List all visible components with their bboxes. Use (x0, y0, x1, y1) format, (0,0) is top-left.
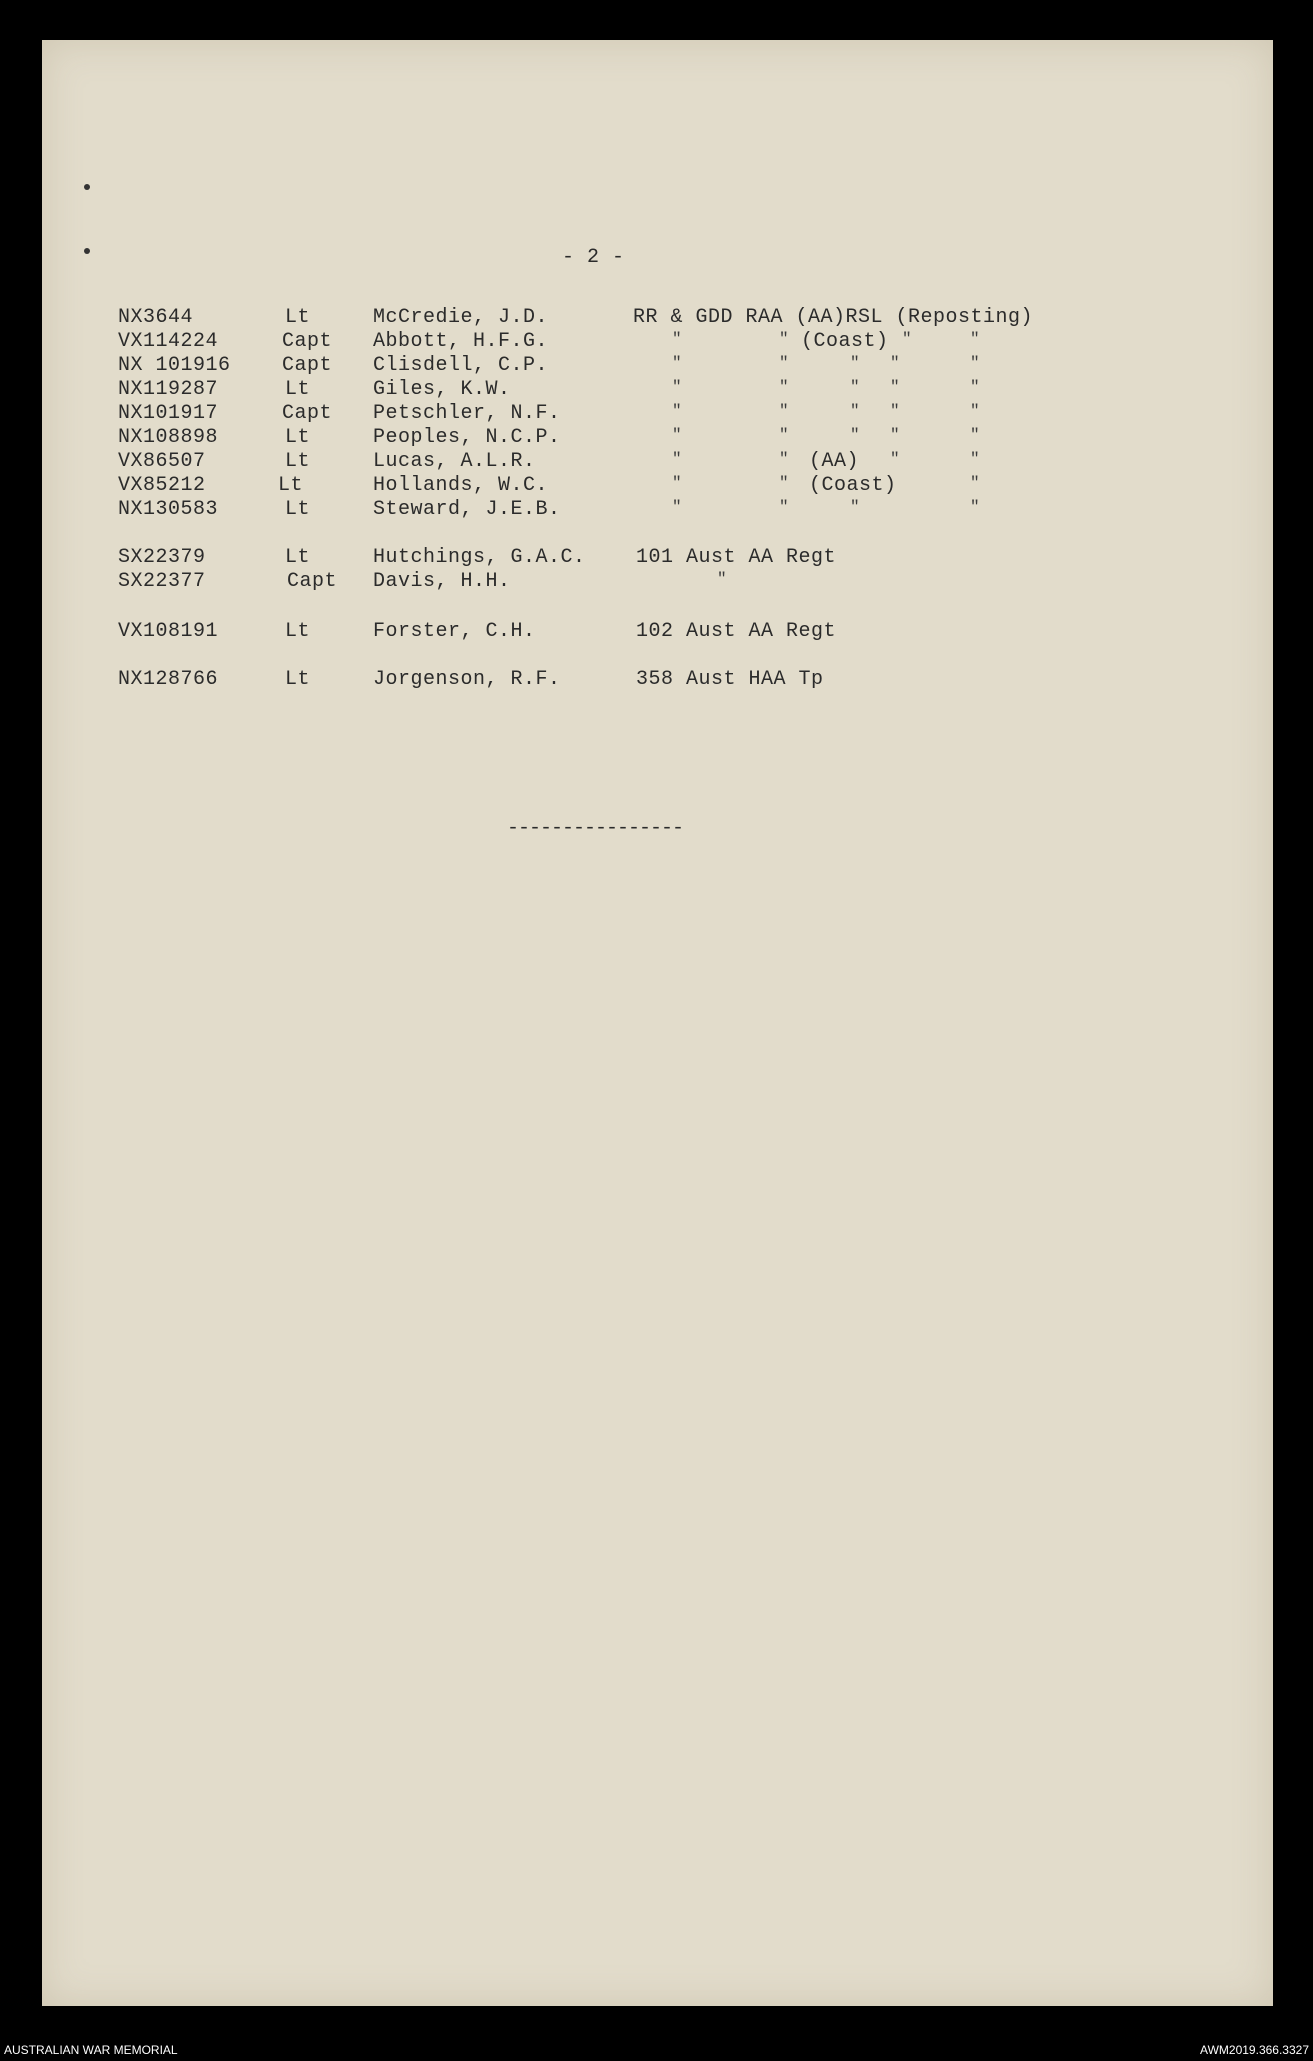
ditto-mark: " (850, 354, 861, 372)
rank: Lt (285, 426, 311, 449)
ditto-mark: " (779, 450, 790, 468)
ditto-mark: " (779, 330, 790, 348)
unit: (Coast) (801, 330, 889, 353)
officer-name: Jorgenson, R.F. (373, 668, 561, 691)
ditto-mark: " (850, 402, 861, 420)
officer-name: Steward, J.E.B. (373, 498, 561, 521)
closing-line: ---------------- (507, 817, 684, 840)
ditto-mark: " (850, 498, 861, 516)
service-number: SX22377 (118, 570, 206, 593)
unit: (AA) (809, 450, 860, 473)
ditto-mark: " (970, 498, 981, 516)
table-row (42, 570, 1273, 594)
ditto-mark: " (672, 450, 683, 468)
ditto-mark: " (672, 354, 683, 372)
service-number: VX108191 (118, 620, 219, 643)
rank: Capt (282, 354, 333, 377)
ditto-mark: " (779, 354, 790, 372)
ditto-mark: " (717, 570, 728, 588)
unit: 102 Aust AA Regt (636, 620, 837, 643)
officer-name: Giles, K.W. (373, 378, 511, 401)
ditto-mark: " (779, 426, 790, 444)
punch-hole (84, 184, 90, 190)
table-row (42, 378, 1273, 402)
punch-hole (84, 248, 90, 254)
ditto-mark: " (970, 354, 981, 372)
rank: Lt (285, 546, 311, 569)
service-number: NX130583 (118, 498, 219, 521)
officer-name: Clisdell, C.P. (373, 354, 549, 377)
officer-name: Petschler, N.F. (373, 402, 561, 425)
ditto-mark: " (970, 402, 981, 420)
ditto-mark: " (672, 402, 683, 420)
table-row (42, 402, 1273, 426)
service-number: NX101917 (118, 402, 219, 425)
rank: Lt (278, 474, 304, 497)
ditto-mark: " (779, 378, 790, 396)
rank: Lt (285, 498, 311, 521)
service-number: VX85212 (118, 474, 206, 497)
ditto-mark: " (902, 330, 913, 348)
ditto-mark: " (890, 402, 901, 420)
ditto-mark: " (779, 402, 790, 420)
ditto-mark: " (672, 474, 683, 492)
ditto-mark: " (970, 450, 981, 468)
table-row (42, 306, 1273, 330)
table-row (42, 546, 1273, 570)
ditto-mark: " (779, 498, 790, 516)
rank: Lt (285, 378, 311, 401)
unit: 358 Aust HAA Tp (636, 668, 824, 691)
document-page (42, 40, 1273, 2006)
officer-name: Forster, C.H. (373, 620, 536, 643)
unit: RR & GDD RAA (AA)RSL (Reposting) (633, 306, 1034, 329)
rank: Lt (285, 306, 311, 329)
table-row (42, 620, 1273, 644)
ditto-mark: " (890, 378, 901, 396)
officer-name: Hollands, W.C. (373, 474, 549, 497)
ditto-mark: " (672, 426, 683, 444)
officer-name: Hutchings, G.A.C. (373, 546, 586, 569)
table-row (42, 426, 1273, 450)
service-number: SX22379 (118, 546, 206, 569)
rank: Capt (287, 570, 338, 593)
archive-credit: AUSTRALIAN WAR MEMORIAL (4, 2043, 178, 2057)
service-number: VX86507 (118, 450, 206, 473)
unit: (Coast) (809, 474, 897, 497)
service-number: NX119287 (118, 378, 219, 401)
table-row (42, 450, 1273, 474)
ditto-mark: " (890, 450, 901, 468)
ditto-mark: " (970, 474, 981, 492)
table-row (42, 354, 1273, 378)
service-number: NX3644 (118, 306, 194, 329)
table-row (42, 498, 1273, 522)
rank: Lt (285, 620, 311, 643)
rank: Lt (285, 450, 311, 473)
ditto-mark: " (970, 426, 981, 444)
officer-name: Davis, H.H. (373, 570, 511, 593)
officer-name: Peoples, N.C.P. (373, 426, 561, 449)
ditto-mark: " (970, 378, 981, 396)
ditto-mark: " (890, 426, 901, 444)
table-row (42, 474, 1273, 498)
page-number: - 2 - (562, 246, 625, 269)
ditto-mark: " (850, 378, 861, 396)
table-row (42, 668, 1273, 692)
ditto-mark: " (672, 498, 683, 516)
ditto-mark: " (970, 330, 981, 348)
service-number: VX114224 (118, 330, 219, 353)
table-row (42, 330, 1273, 354)
service-number: NX 101916 (118, 354, 231, 377)
ditto-mark: " (850, 426, 861, 444)
service-number: NX128766 (118, 668, 219, 691)
officer-name: Lucas, A.L.R. (373, 450, 536, 473)
ditto-mark: " (672, 330, 683, 348)
rank: Lt (285, 668, 311, 691)
service-number: NX108898 (118, 426, 219, 449)
ditto-mark: " (672, 378, 683, 396)
rank: Capt (282, 402, 333, 425)
ditto-mark: " (779, 474, 790, 492)
unit: 101 Aust AA Regt (636, 546, 837, 569)
archive-reference: AWM2019.366.3327 (1200, 2043, 1309, 2057)
officer-name: McCredie, J.D. (373, 306, 549, 329)
rank: Capt (282, 330, 333, 353)
ditto-mark: " (890, 354, 901, 372)
officer-name: Abbott, H.F.G. (373, 330, 549, 353)
